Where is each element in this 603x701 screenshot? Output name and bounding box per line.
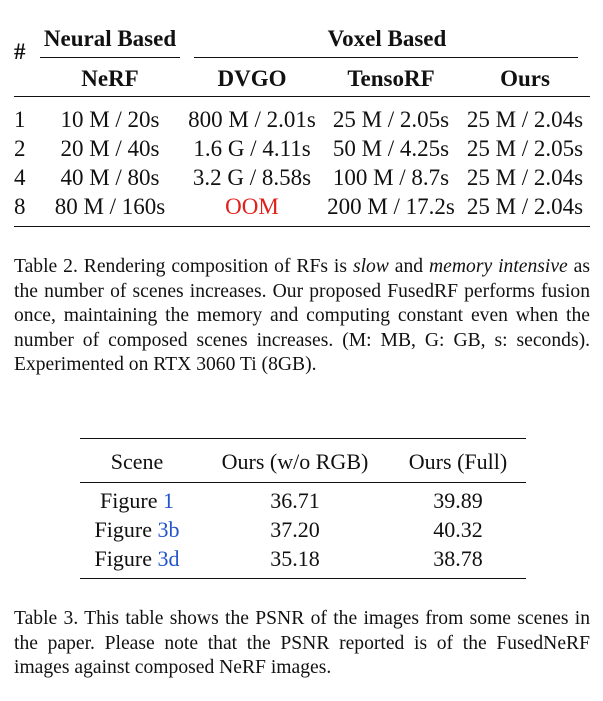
cell-dvgo-oom: OOM xyxy=(225,194,279,219)
cell-dvgo: 3.2 G / 8.58s xyxy=(192,165,312,190)
scene-label: Figure xyxy=(94,517,158,542)
cell-scene xyxy=(80,519,194,541)
table2-col-dvgo: DVGO xyxy=(217,66,287,91)
table3-caption: Table 3. This table shows the PSNR of the images from some scenes in the paper. Please note that the PSNR reported is of the FusedNeRF images against composed NeRF images. xyxy=(14,608,590,679)
table2-voxel-underline xyxy=(194,57,578,58)
cell-wo-rgb: 36.71 xyxy=(270,488,320,513)
caption-mid: and xyxy=(388,256,430,277)
table2-bottom-rule xyxy=(14,226,590,227)
cell-nerf: 40 M / 80s xyxy=(60,165,160,190)
table2-col-ours: Ours xyxy=(500,66,550,91)
caption-suffix: as the number of scenes increases. Our proposed FusedRF performs fusion once, maintaining the memory and computing constant even when the number of composed scenes increases. (M: MB, G: GB, s: seconds). Experimented on RTX 3060 Ti (8GB). xyxy=(14,256,590,376)
table3-col-scene: Scene xyxy=(110,449,164,474)
row-count: 1 xyxy=(14,107,26,132)
table3-col-full: Ours (Full) xyxy=(408,449,508,474)
caption-em-memory: memory intensive xyxy=(429,256,568,277)
figure-ref-link[interactable]: 3b xyxy=(157,517,180,542)
table2-caption xyxy=(14,255,590,378)
cell-ours: 25 M / 2.04s xyxy=(466,107,584,132)
cell-tensorf: 200 M / 17.2s xyxy=(327,194,455,219)
cell-full: 38.78 xyxy=(433,546,483,571)
cell-nerf: 80 M / 160s xyxy=(54,194,166,219)
cell-full: 40.32 xyxy=(433,517,483,542)
cell-tensorf: 50 M / 4.25s xyxy=(332,136,450,161)
table3-bottom-rule xyxy=(80,578,526,579)
row-count: 4 xyxy=(14,165,26,190)
caption-em-slow: slow xyxy=(352,256,389,277)
cell-dvgo: 800 M / 2.01s xyxy=(188,107,316,132)
table3-header-rule xyxy=(80,482,526,483)
table2-group-neural: Neural Based xyxy=(43,26,177,51)
cell-nerf: 20 M / 40s xyxy=(60,136,160,161)
table3-top-rule xyxy=(80,438,526,439)
cell-ours: 25 M / 2.04s xyxy=(466,165,584,190)
cell-ours: 25 M / 2.05s xyxy=(466,136,584,161)
scene-label: Figure xyxy=(100,488,163,513)
figure-ref-link[interactable]: 1 xyxy=(162,488,174,513)
cell-tensorf: 25 M / 2.05s xyxy=(332,107,450,132)
table2-group-voxel: Voxel Based xyxy=(327,26,447,51)
cell-nerf: 10 M / 20s xyxy=(60,107,160,132)
scene-label: Figure xyxy=(94,546,158,571)
cell-wo-rgb: 35.18 xyxy=(270,546,320,571)
cell-tensorf: 100 M / 8.7s xyxy=(332,165,450,190)
table2-neural-underline xyxy=(40,57,180,58)
cell-full: 39.89 xyxy=(433,488,483,513)
cell-dvgo: 1.6 G / 4.11s xyxy=(193,136,311,161)
figure-ref-link[interactable]: 3d xyxy=(157,546,180,571)
table2-header-rule xyxy=(14,96,590,97)
row-count: 8 xyxy=(14,194,26,219)
table2-hash-header: # xyxy=(14,39,26,64)
cell-ours: 25 M / 2.04s xyxy=(466,194,584,219)
cell-wo-rgb: 37.20 xyxy=(270,517,320,542)
caption-prefix: Table 2. Rendering composition of RFs is xyxy=(14,256,353,277)
table2-col-tensorf: TensoRF xyxy=(347,66,435,91)
table2-col-nerf: NeRF xyxy=(81,66,139,91)
row-count: 2 xyxy=(14,136,26,161)
table3-col-wo-rgb: Ours (w/o RGB) xyxy=(221,449,369,474)
cell-scene xyxy=(80,548,194,570)
cell-scene xyxy=(80,490,194,512)
